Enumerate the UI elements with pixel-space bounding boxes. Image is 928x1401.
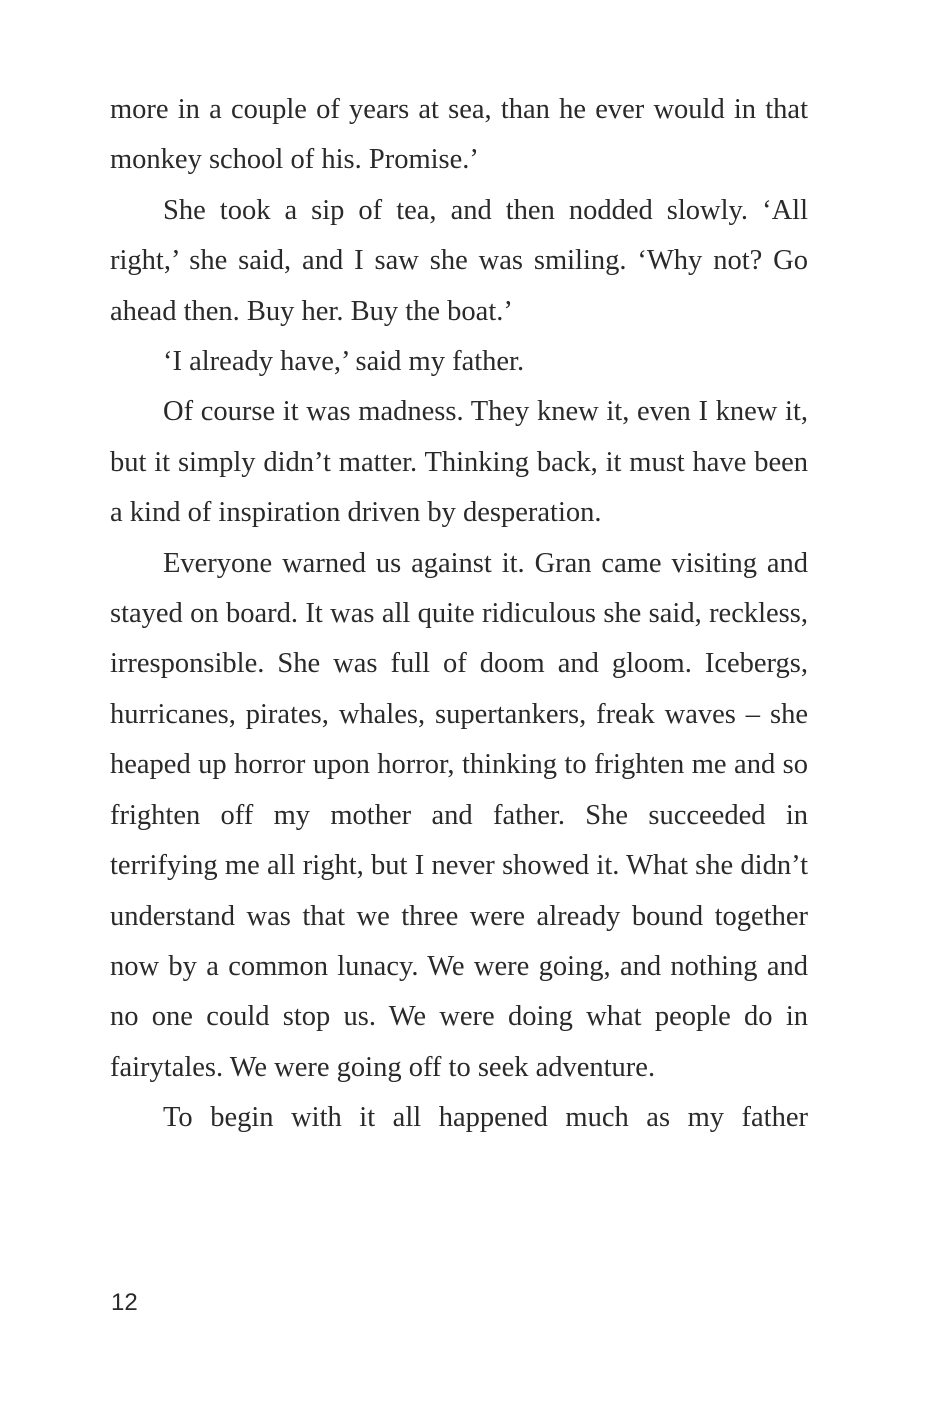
body-text	[110, 85, 808, 1144]
paragraph-continued: more in a couple of years at sea, than he ever would in that monkey school of his. Promise.’	[110, 94, 808, 176]
page-number: 12	[111, 1289, 138, 1316]
paragraph: She took a sip of tea, and then nodded slowly. ‘All right,’ she said, and I saw she was smiling. ‘Why not? Go ahead then. Buy her. Buy the boat.’	[110, 194, 808, 327]
paragraph: Everyone warned us against it. Gran came visiting and stayed on board. It was all quite ridiculous she said, reckless, irresponsible. She was full of doom and gloom. Icebergs, hurricanes, pirates, whales, supertankers, freak waves – she heaped up horror upon horror, thinking to frighten me and so frighten off my mother and father. She succeeded in terrifying me all right, but I never showed it. What she didn’t understand was that we three were already bound together now by a common lunacy. We were going, and nothing and no one could stop us. We were doing what people do in fairytales. We were going off to seek adventure.	[110, 547, 808, 1083]
paragraph-last: To begin with it all happened much as my father	[163, 1102, 808, 1134]
paragraph: Of course it was madness. They knew it, even I knew it, but it simply didn’t matter. Thinking back, it must have been a kind of inspiration driven by desperation.	[110, 396, 808, 529]
paragraph: ‘I already have,’ said my father.	[163, 346, 525, 378]
